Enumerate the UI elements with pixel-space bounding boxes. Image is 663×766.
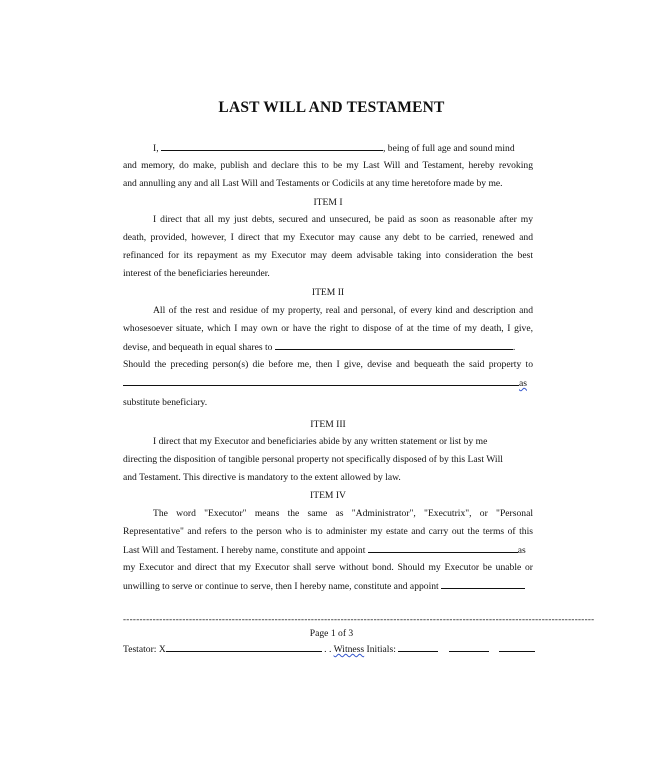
alternate-executor-field[interactable] [441, 577, 525, 589]
intro-after-blank: , being of full age and sound mind [383, 143, 515, 154]
item-1-paragraph [123, 211, 533, 283]
item-1-heading: ITEM I [313, 197, 343, 208]
item-3-paragraph [123, 433, 533, 487]
item-4-line-3 [123, 541, 533, 559]
page-number: Page 1 of 3 [309, 628, 354, 639]
testator-name-field[interactable] [161, 139, 383, 151]
item-4-line-5 [123, 577, 533, 595]
initials-field-2[interactable] [449, 640, 489, 652]
item-4-paragraph [123, 505, 533, 595]
item-3-heading: ITEM III [310, 419, 346, 430]
item-4-line-1: The word "Executor" means the same as "Administrator", "Executrix", or "Personal [153, 508, 533, 519]
intro-paragraph [123, 139, 533, 193]
item-4-heading: ITEM IV [310, 490, 346, 501]
intro-line-1 [123, 139, 533, 157]
item-2-line-6: substitute beneficiary. [123, 397, 208, 408]
item-3-line: and Testament. This directive is mandatory to the extent allowed by law. [123, 472, 401, 483]
item-4-line-3-suffix: as [517, 545, 526, 556]
item-2-line-3-prefix: devise, and bequeath in equal shares to [123, 342, 273, 353]
document-title: LAST WILL AND TESTAMENT [218, 99, 445, 116]
item-3-line: I direct that my Executor and beneficiaries abide by any written statement or list by me [153, 436, 488, 447]
item-3-line: directing the disposition of tangible personal property not specifically disposed of by this Last Will [123, 454, 503, 465]
executor-name-field[interactable] [368, 541, 518, 553]
item-4-line-2: Representative" and refers to the person who is to administer my estate and carry out the terms of this [123, 526, 533, 537]
witness-label: Witness [333, 644, 365, 655]
intro-line-2: and memory, do make, publish and declare this to be my Last Will and Testament, hereby revoking [123, 160, 533, 171]
footer-separator: ----------------------------------------------------------------------------------------------------------------------------------------------- [123, 614, 595, 624]
beneficiaries-field[interactable] [275, 338, 513, 350]
item-1-line: interest of the beneficiaries hereunder. [123, 268, 270, 279]
item-2-line-5 [123, 374, 533, 394]
item-1-line: death, provided, however, I direct that my Executor may cause any debt to be carried, renewed and [123, 232, 533, 243]
initials-field-1[interactable] [398, 640, 438, 652]
signature-footer [123, 640, 538, 655]
item-4-line-4: my Executor and direct that my Executor shall serve without bond. Should my Executor be unable or [123, 562, 533, 573]
initials-label: Initials: [366, 644, 396, 655]
substitute-beneficiary-field[interactable] [123, 374, 519, 386]
item-1-line: I direct that all my just debts, secured and unsecured, be paid as soon as reasonable after my [153, 214, 533, 225]
item-2-heading: ITEM II [311, 287, 345, 298]
intro-prefix: I, [153, 143, 159, 154]
item-2-line-4: Should the preceding person(s) die before me, then I give, devise and bequeath the said property to [123, 359, 533, 370]
intro-line-3: and annulling any and all Last Will and Testaments or Codicils at any time heretofore made by me. [123, 178, 503, 189]
testator-label: Testator: X [123, 644, 166, 655]
item-2-line-2: whosesoever situate, which I may own or have the right to dispose of at the time of my death, I give, [123, 323, 533, 334]
initials-field-3[interactable] [499, 640, 535, 652]
item-4-line-5-prefix: unwilling to serve or continue to serve, then I hereby name, constitute and appoint [123, 581, 439, 592]
item-1-line: refinanced for its repayment as my Executor may deem advisable taking into consideration the best [123, 250, 533, 261]
item-2-line-3 [123, 338, 533, 356]
item-2-line-3-suffix: . [512, 342, 516, 353]
item-4-line-3-prefix: Last Will and Testament. I hereby name, constitute and appoint [123, 545, 366, 556]
item-2-paragraph [123, 302, 533, 412]
item-2-line-1: All of the rest and residue of my property, real and personal, of every kind and description and [153, 305, 533, 316]
item-2-line-5-suffix: as [519, 378, 527, 389]
testator-signature-field[interactable] [166, 640, 322, 652]
footer-dots: . . [324, 644, 332, 655]
